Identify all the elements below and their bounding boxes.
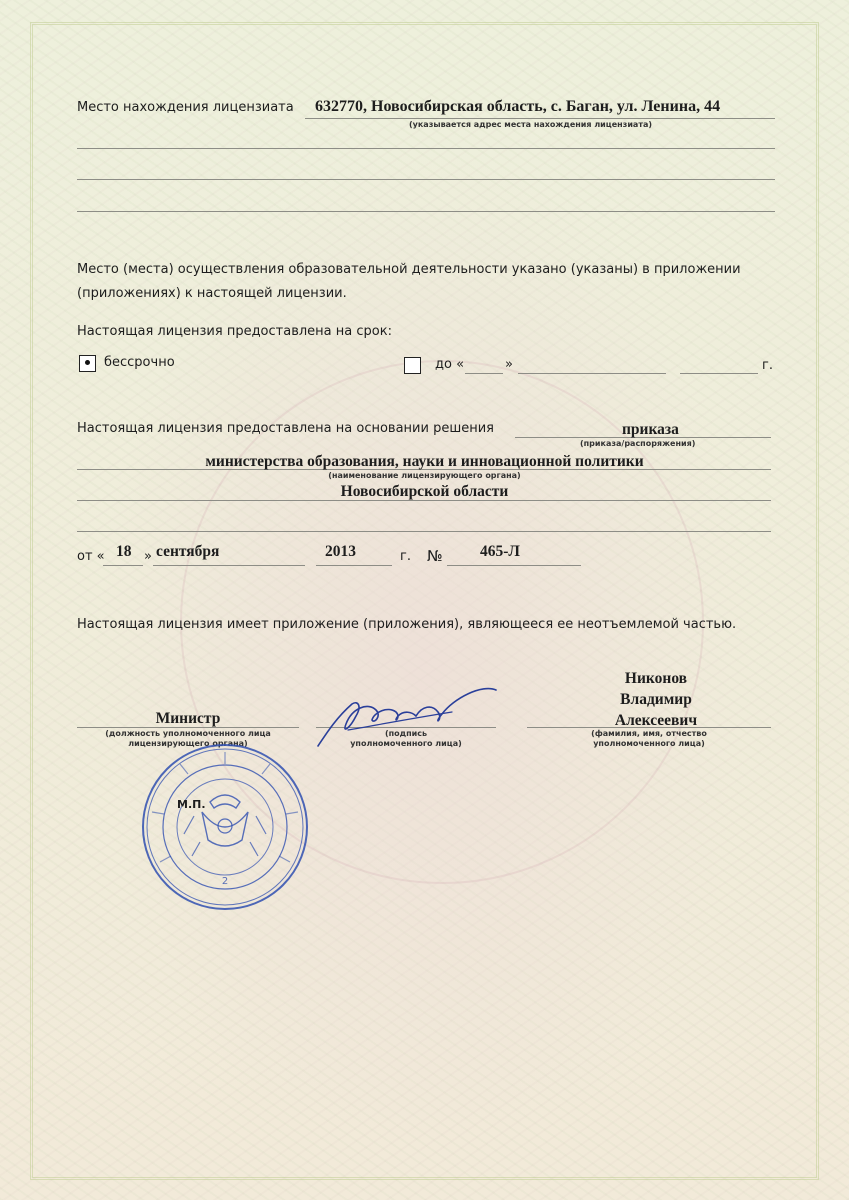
date-quote-close: »: [144, 549, 152, 564]
organ-value: [0, 453, 849, 471]
name-line-1-text: Никонов: [624, 670, 688, 687]
seal-number-text: 2: [221, 876, 229, 887]
blank-line: [77, 179, 775, 180]
position-caption-2-text: лицензирующего органа): [128, 739, 248, 748]
license-number: 465-Л: [480, 543, 520, 560]
date-from-label: от «: [77, 549, 105, 564]
until-year-line: [680, 373, 758, 374]
organ-caption: [0, 471, 849, 480]
places-line-1: Место (места) осуществления образовательной деятельности указано (указаны) в приложении: [77, 262, 741, 277]
until-year-suffix: г.: [762, 358, 773, 373]
until-checkbox[interactable]: [404, 357, 421, 374]
date-year: 2013: [325, 543, 356, 560]
until-day-line: [465, 373, 503, 374]
indefinite-checkbox[interactable]: [79, 355, 96, 372]
blank-line: [77, 211, 775, 212]
signature-caption-1-text: (подпись: [384, 729, 428, 738]
location-label: Место нахождения лицензиата: [77, 100, 294, 115]
name-underline: [527, 727, 771, 728]
day-underline: [103, 565, 143, 566]
region-value-text: Новосибирской области: [340, 483, 509, 500]
number-underline: [447, 565, 581, 566]
places-line-2: (приложениях) к настоящей лицензии.: [77, 286, 347, 301]
official-seal-icon: [140, 742, 310, 912]
basis-label: Настоящая лицензия предоставлена на основании решения: [77, 421, 494, 436]
position-caption-1: [77, 729, 299, 738]
name-caption-2-text: уполномоченного лица): [593, 739, 705, 748]
term-label: Настоящая лицензия предоставлена на срок:: [77, 324, 392, 339]
blank-line: [77, 531, 771, 532]
year-underline: [316, 565, 392, 566]
indefinite-label: бессрочно: [104, 355, 175, 370]
region-value: [0, 483, 849, 501]
appendix-text: Настоящая лицензия имеет приложение (приложения), являющееся ее неотъемлемой частью.: [77, 617, 737, 632]
position-value-text: Министр: [155, 710, 221, 727]
until-month-line: [518, 373, 666, 374]
month-underline: [153, 565, 305, 566]
location-value: 632770, Новосибирская область, с. Баган, ул. Ленина, 44: [315, 98, 721, 115]
name-line-1: [586, 670, 726, 688]
organ-value-text: министерства образования, науки и инновационной политики: [205, 453, 644, 470]
position-caption-1-text: (должность уполномоченного лица: [105, 729, 271, 738]
position-value: [77, 710, 299, 728]
location-caption: (указывается адрес места нахождения лицензиата): [409, 120, 653, 129]
handwritten-signature-icon: [312, 676, 502, 756]
name-line-2: [586, 691, 726, 709]
decision-value: приказа: [622, 421, 679, 438]
date-month: сентября: [156, 543, 220, 560]
blank-line: [77, 148, 775, 149]
date-year-suffix: г.: [400, 549, 411, 564]
organ-caption-text: (наименование лицензирующего органа): [328, 471, 521, 480]
until-label: до «: [435, 357, 465, 372]
date-day: 18: [116, 543, 132, 560]
number-label: №: [427, 547, 443, 565]
checkbox-mark-icon: [85, 360, 90, 365]
until-quote-close: »: [505, 357, 513, 372]
location-underline: [305, 118, 775, 119]
name-line-3-text: Алексеевич: [614, 712, 698, 729]
decision-caption: (приказа/распоряжения): [580, 439, 696, 448]
signature-caption-2-text: уполномоченного лица): [350, 739, 462, 748]
name-caption-1: [527, 729, 771, 738]
stamp-place-label: М.П.: [177, 798, 206, 811]
name-caption-2: [527, 739, 771, 748]
name-line-2-text: Владимир: [620, 691, 692, 708]
name-caption-1-text: (фамилия, имя, отчество: [591, 729, 707, 738]
